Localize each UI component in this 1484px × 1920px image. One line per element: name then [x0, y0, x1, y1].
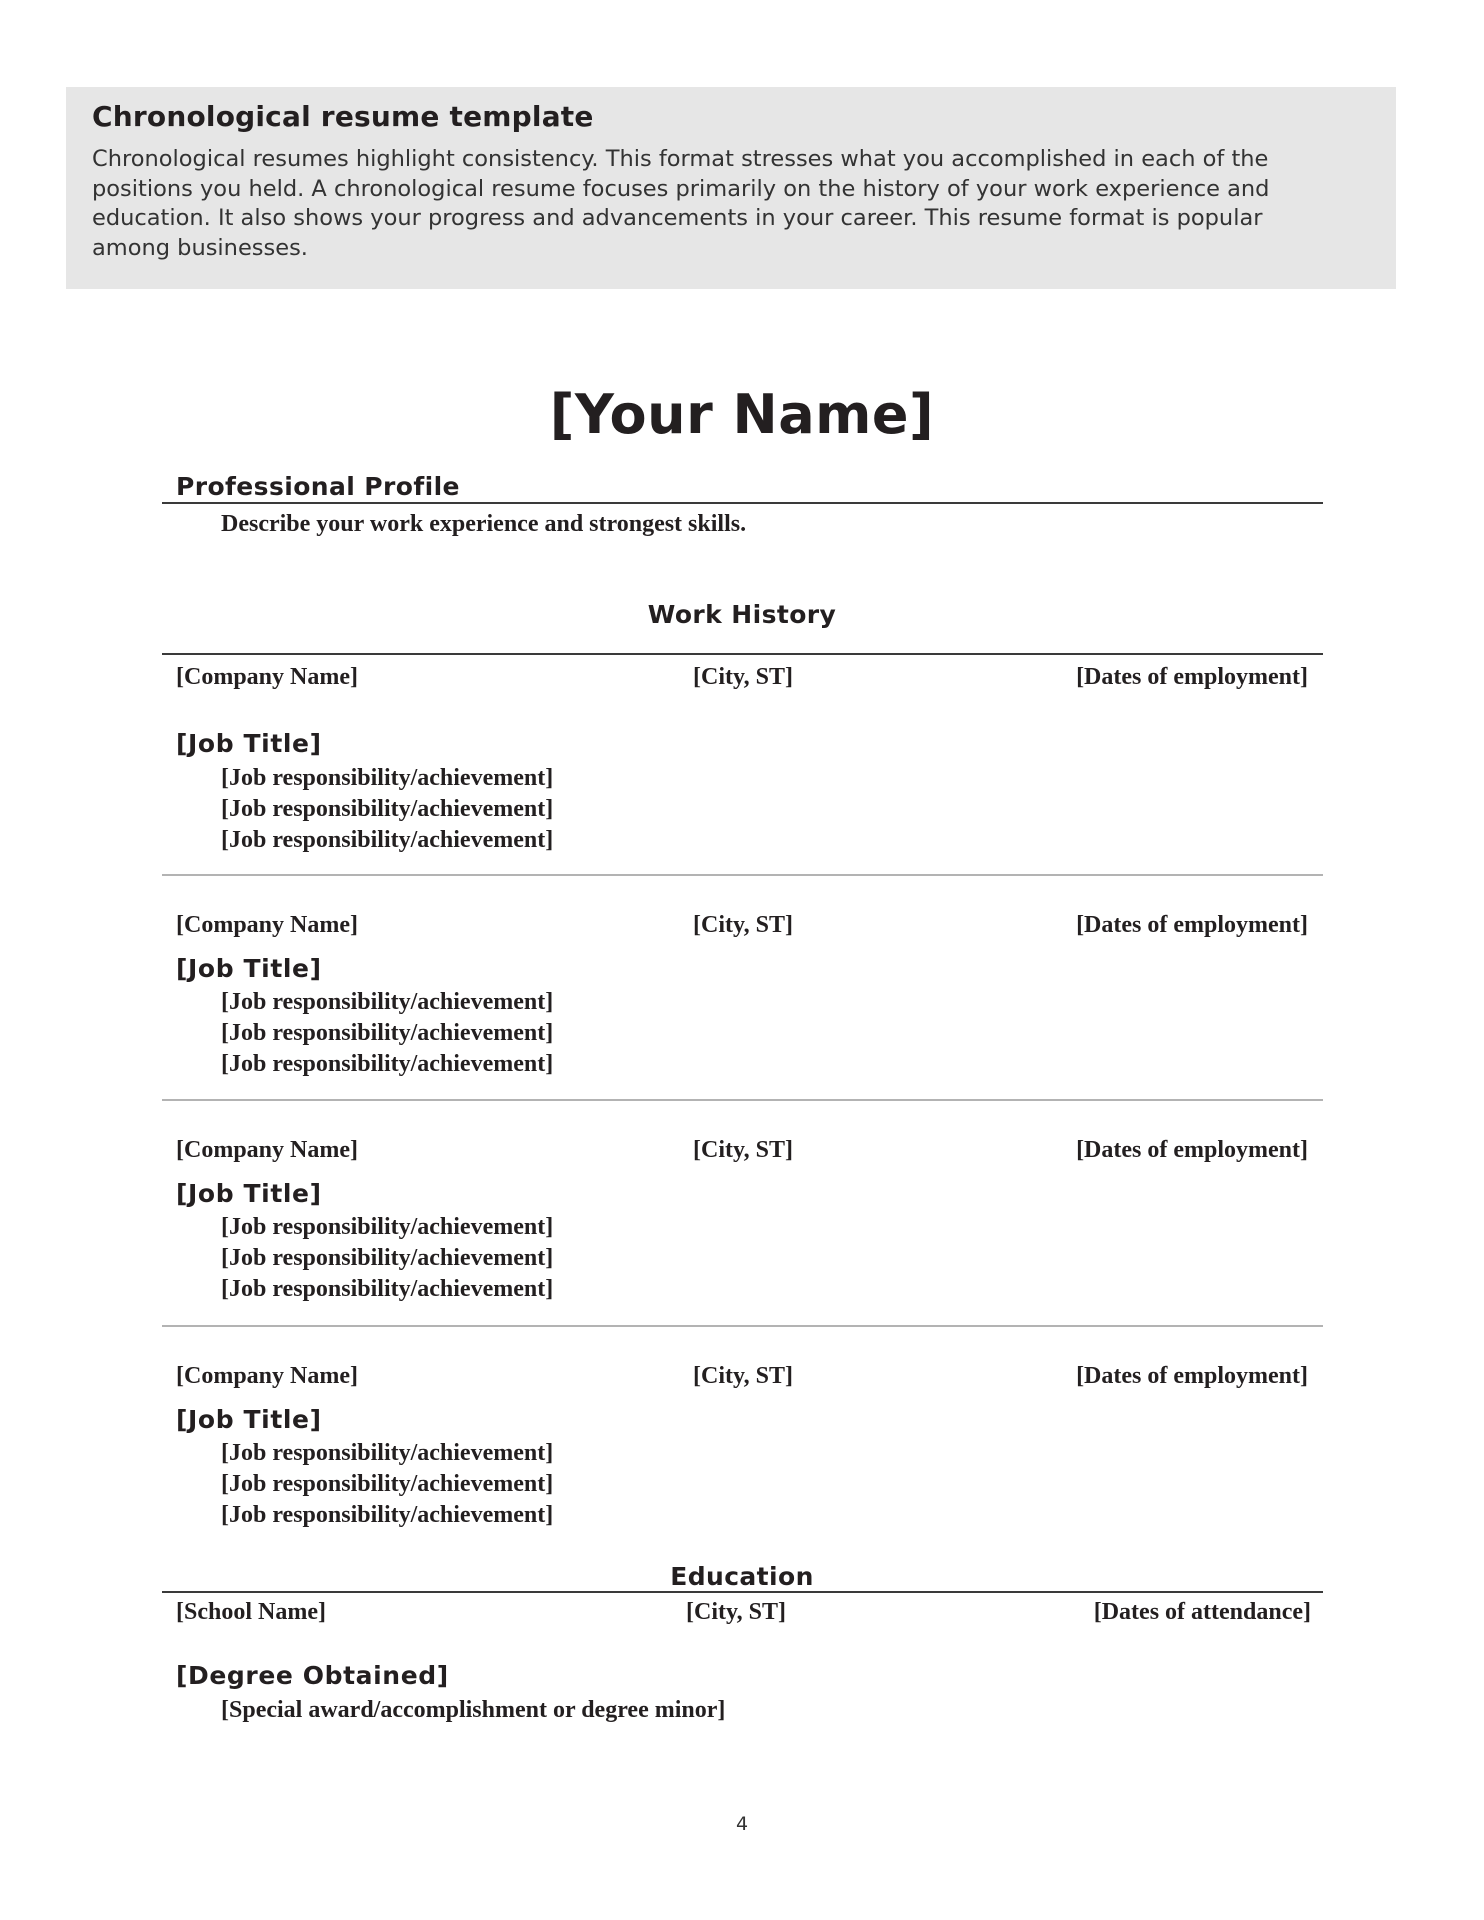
education-rule [162, 1591, 1323, 1593]
employment-dates: [Dates of employment] [1076, 664, 1308, 690]
company-name: [Company Name] [176, 1363, 358, 1389]
job-location: [City, ST] [693, 664, 794, 690]
job-responsibility: [Job responsibility/achievement] [221, 765, 554, 791]
job-responsibility: [Job responsibility/achievement] [221, 1051, 554, 1077]
degree-detail: [Special award/accomplishment or degree minor] [221, 1697, 726, 1723]
job-responsibility: [Job responsibility/achievement] [221, 1471, 554, 1497]
school-location: [City, ST] [686, 1599, 787, 1625]
job-title: [Job Title] [176, 1179, 322, 1208]
job-location: [City, ST] [693, 1137, 794, 1163]
job-responsibility: [Job responsibility/achievement] [221, 1214, 554, 1240]
job-title: [Job Title] [176, 729, 322, 758]
employment-dates: [Dates of employment] [1076, 1137, 1308, 1163]
job-separator [162, 874, 1323, 876]
intro-panel [66, 87, 1396, 289]
job-separator [162, 1099, 1323, 1101]
job-title: [Job Title] [176, 1405, 322, 1434]
job-responsibility: [Job responsibility/achievement] [221, 1276, 554, 1302]
profile-description: Describe your work experience and strongest skills. [221, 511, 747, 537]
job-responsibility: [Job responsibility/achievement] [221, 1020, 554, 1046]
job-separator [162, 1325, 1323, 1327]
company-name: [Company Name] [176, 1137, 358, 1163]
education-heading: Education [670, 1562, 814, 1591]
work-history-rule [162, 653, 1323, 655]
work-history-heading: Work History [647, 600, 837, 629]
job-responsibility: [Job responsibility/achievement] [221, 796, 554, 822]
intro-description: Chronological resumes highlight consistency. This format stresses what you accomplished in each of the positions you held. A chronological resume focuses primarily on the history of your work experience and education. It also shows your progress and advancements in your career. This resume format is popular among businesses. [92, 146, 1270, 261]
employment-dates: [Dates of employment] [1076, 912, 1308, 938]
profile-heading: Professional Profile [176, 472, 460, 501]
job-title: [Job Title] [176, 954, 322, 983]
job-location: [City, ST] [693, 912, 794, 938]
school-name: [School Name] [176, 1599, 326, 1625]
attendance-dates: [Dates of attendance] [1093, 1599, 1311, 1625]
job-responsibility: [Job responsibility/achievement] [221, 1502, 554, 1528]
job-location: [City, ST] [693, 1363, 794, 1389]
job-responsibility: [Job responsibility/achievement] [221, 1440, 554, 1466]
degree-obtained: [Degree Obtained] [176, 1661, 449, 1690]
page-number: 4 [735, 1813, 749, 1835]
resume-name: [Your Name] [549, 383, 935, 446]
job-responsibility: [Job responsibility/achievement] [221, 1245, 554, 1271]
company-name: [Company Name] [176, 912, 358, 938]
company-name: [Company Name] [176, 664, 358, 690]
profile-rule [162, 502, 1323, 504]
job-responsibility: [Job responsibility/achievement] [221, 827, 554, 853]
job-responsibility: [Job responsibility/achievement] [221, 989, 554, 1015]
employment-dates: [Dates of employment] [1076, 1363, 1308, 1389]
intro-title: Chronological resume template [92, 100, 594, 133]
